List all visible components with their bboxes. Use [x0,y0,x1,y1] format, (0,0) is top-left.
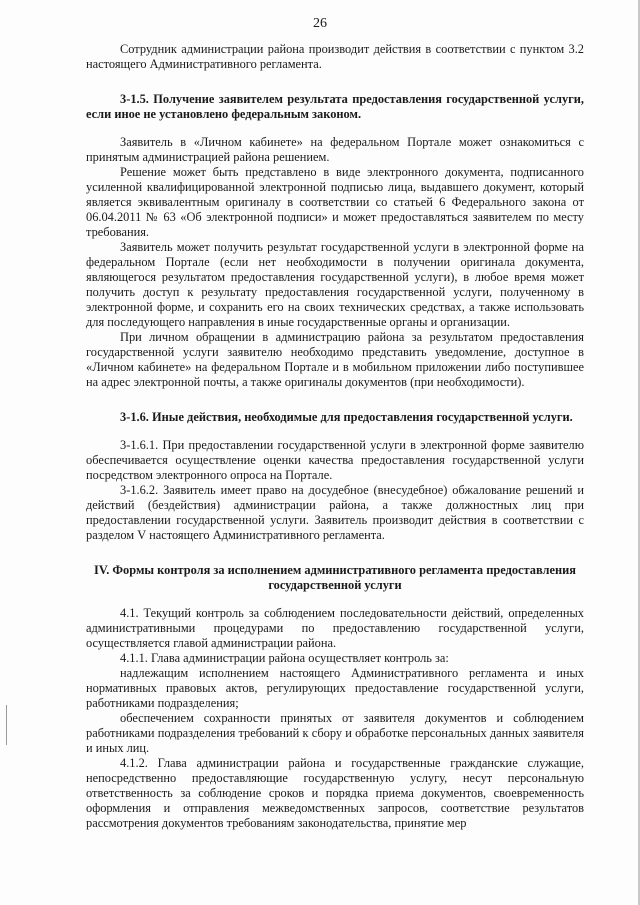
paragraph-intro: Сотрудник администрации района производит действия в соответствии с пунктом 3.2 настоящего Административного регламента. [86,42,584,71]
subsection-heading-3-1-6: 3-1.6. Иные действия, необходимые для предоставления государственной услуги. [120,410,573,424]
paragraph: 4.1.2. Глава администрации района и государственные гражданские служащие, непосредственно предоставляющие государственную услугу, несут персональную ответственность за соблюдение сроков и порядка приема документов, своевременность оформления и отправления межведомственных запросов, соответствие результатов рассмотрения документов требованиям законодательства, принятие мер [86,756,584,830]
page-number: 26 [313,16,327,31]
subsection-heading-3-1-5: 3-1.5. Получение заявителем результата предоставления государственной услуги, если иное не установлено федеральным законом. [86,92,584,121]
paragraph: надлежащим исполнением настоящего Административного регламента и иных нормативных правовых актов, регулирующих предоставление государственной услуги, работниками подразделения; [86,666,584,710]
paragraph: 4.1. Текущий контроль за соблюдением последовательности действий, определенных административными процедурами по предоставлению государственной услуги, осуществляется главой администрации района. [86,606,584,650]
scan-mark [6,705,7,745]
paragraph: Заявитель может получить результат государственной услуги в электронной форме на федеральном Портале (если нет необходимости в получении оригинала документа, являющегося результатом предоставления государственной услуги), в любое время может получить доступ к результату предоставления государственной услуги, полученному в электронной форме, и сохранить его на своих технических средствах, а также использовать для последующего направления в иные государственные органы и организации. [86,240,584,329]
paragraph: Решение может быть представлено в виде электронного документа, подписанного усиленной квалифицированной электронной подписью лица, выдавшего документ, который является эквивалентным оригиналу в соответствии со статьей 6 Федерального закона от 06.04.2011 № 63 «Об электронной подписи» и может предоставляться заявителем по месту требования. [86,165,584,239]
paragraph: 3-1.6.1. При предоставлении государственной услуги в электронной форме заявителю обеспечивается осуществление оценки качества предоставления государственной услуги посредством электронного опроса на Портале. [86,438,584,482]
paragraph: обеспечением сохранности принятых от заявителя документов и соблюдением работниками подразделения требований к сбору и обработке персональных данных заявителя и иных лиц. [86,711,584,755]
paragraph: 4.1.1. Глава администрации района осуществляет контроль за: [120,651,449,665]
paragraph: 3-1.6.2. Заявитель имеет право на досудебное (внесудебное) обжалование решений и действий (бездействия) администрации района, а также должностных лиц при предоставлении государственной услуги. Заявитель производит действия в соответствии с разделом V настоящего Административного регламента. [86,483,584,542]
section-title-iv: IV. Формы контроля за исполнением административного регламента предоставления государственной услуги [94,563,576,592]
document-body [86,42,584,831]
paragraph: Заявитель в «Личном кабинете» на федеральном Портале может ознакомиться с принятым администрацией района решением. [86,135,584,164]
paragraph: При личном обращении в администрацию района за результатом предоставления государственной услуги заявителю необходимо представить уведомление, доступное в «Личном кабинете» на федеральном Портале и в мобильном приложении либо поступившее на адрес электронной почты, а также оригиналы документов (при необходимости). [86,330,584,389]
